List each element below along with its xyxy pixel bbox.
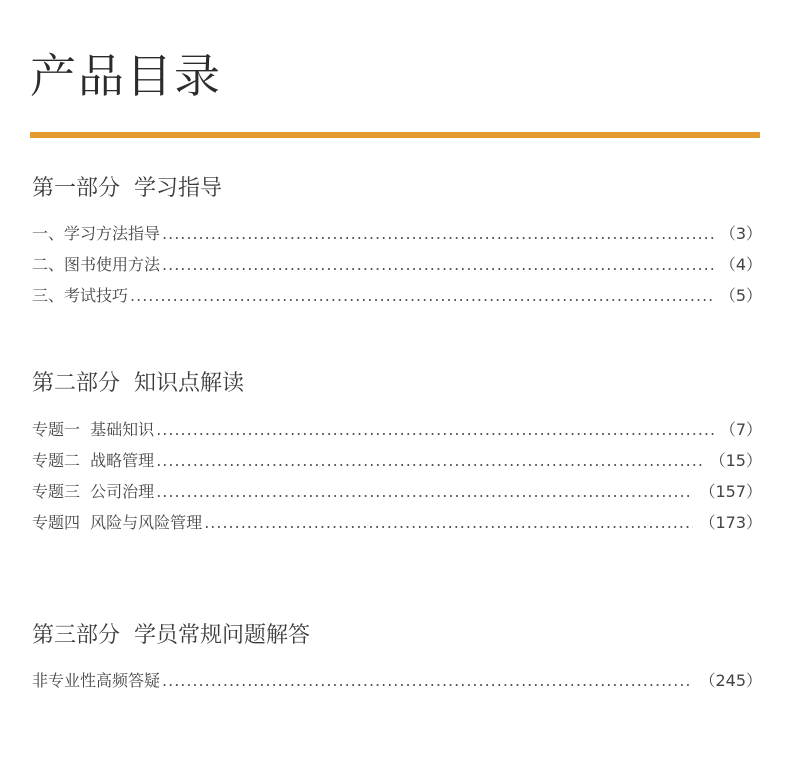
page-title: 产品目录 [30, 49, 222, 103]
toc-item-page: （245） [699, 671, 762, 690]
toc-item[interactable] [32, 218, 762, 249]
toc-item[interactable] [32, 665, 762, 696]
toc-item[interactable] [32, 249, 762, 280]
toc-item-page: （7） [719, 420, 762, 439]
dot-leader [156, 445, 703, 476]
section-3-list [32, 665, 762, 696]
dot-leader [156, 476, 693, 507]
dot-leader [130, 280, 714, 311]
dot-leader [162, 249, 714, 280]
section-title-2: 第二部分 知识点解读 [32, 371, 244, 396]
toc-item[interactable] [32, 414, 762, 445]
section-2-list [32, 414, 762, 538]
dot-leader [162, 218, 714, 249]
toc-item-page: （5） [719, 286, 762, 305]
toc-item-page: （15） [709, 451, 762, 470]
toc-item-page: （173） [699, 513, 762, 532]
toc-item[interactable] [32, 507, 762, 538]
toc-item-label: 三、考试技巧 [32, 286, 129, 305]
toc-item[interactable] [32, 280, 762, 311]
dot-leader [204, 507, 693, 538]
toc-item-page: （3） [719, 224, 762, 243]
toc-item-label: 专题四 风险与风险管理 [32, 513, 203, 532]
toc-item-label: 一、学习方法指导 [32, 224, 161, 243]
toc-item[interactable] [32, 476, 762, 507]
toc-item-label: 二、图书使用方法 [32, 255, 161, 274]
toc-item-label: 专题三 公司治理 [32, 482, 155, 501]
title-underline [30, 132, 760, 138]
toc-item-page: （4） [719, 255, 762, 274]
section-1-list [32, 218, 762, 311]
toc-item-page: （157） [699, 482, 762, 501]
toc-item-label: 非专业性高频答疑 [32, 671, 161, 690]
toc-item[interactable] [32, 445, 762, 476]
section-title-3: 第三部分 学员常规问题解答 [32, 623, 310, 648]
section-title-1: 第一部分 学习指导 [32, 176, 222, 201]
dot-leader [156, 414, 714, 445]
dot-leader [162, 665, 693, 696]
toc-item-label: 专题一 基础知识 [32, 420, 155, 439]
toc-item-label: 专题二 战略管理 [32, 451, 155, 470]
